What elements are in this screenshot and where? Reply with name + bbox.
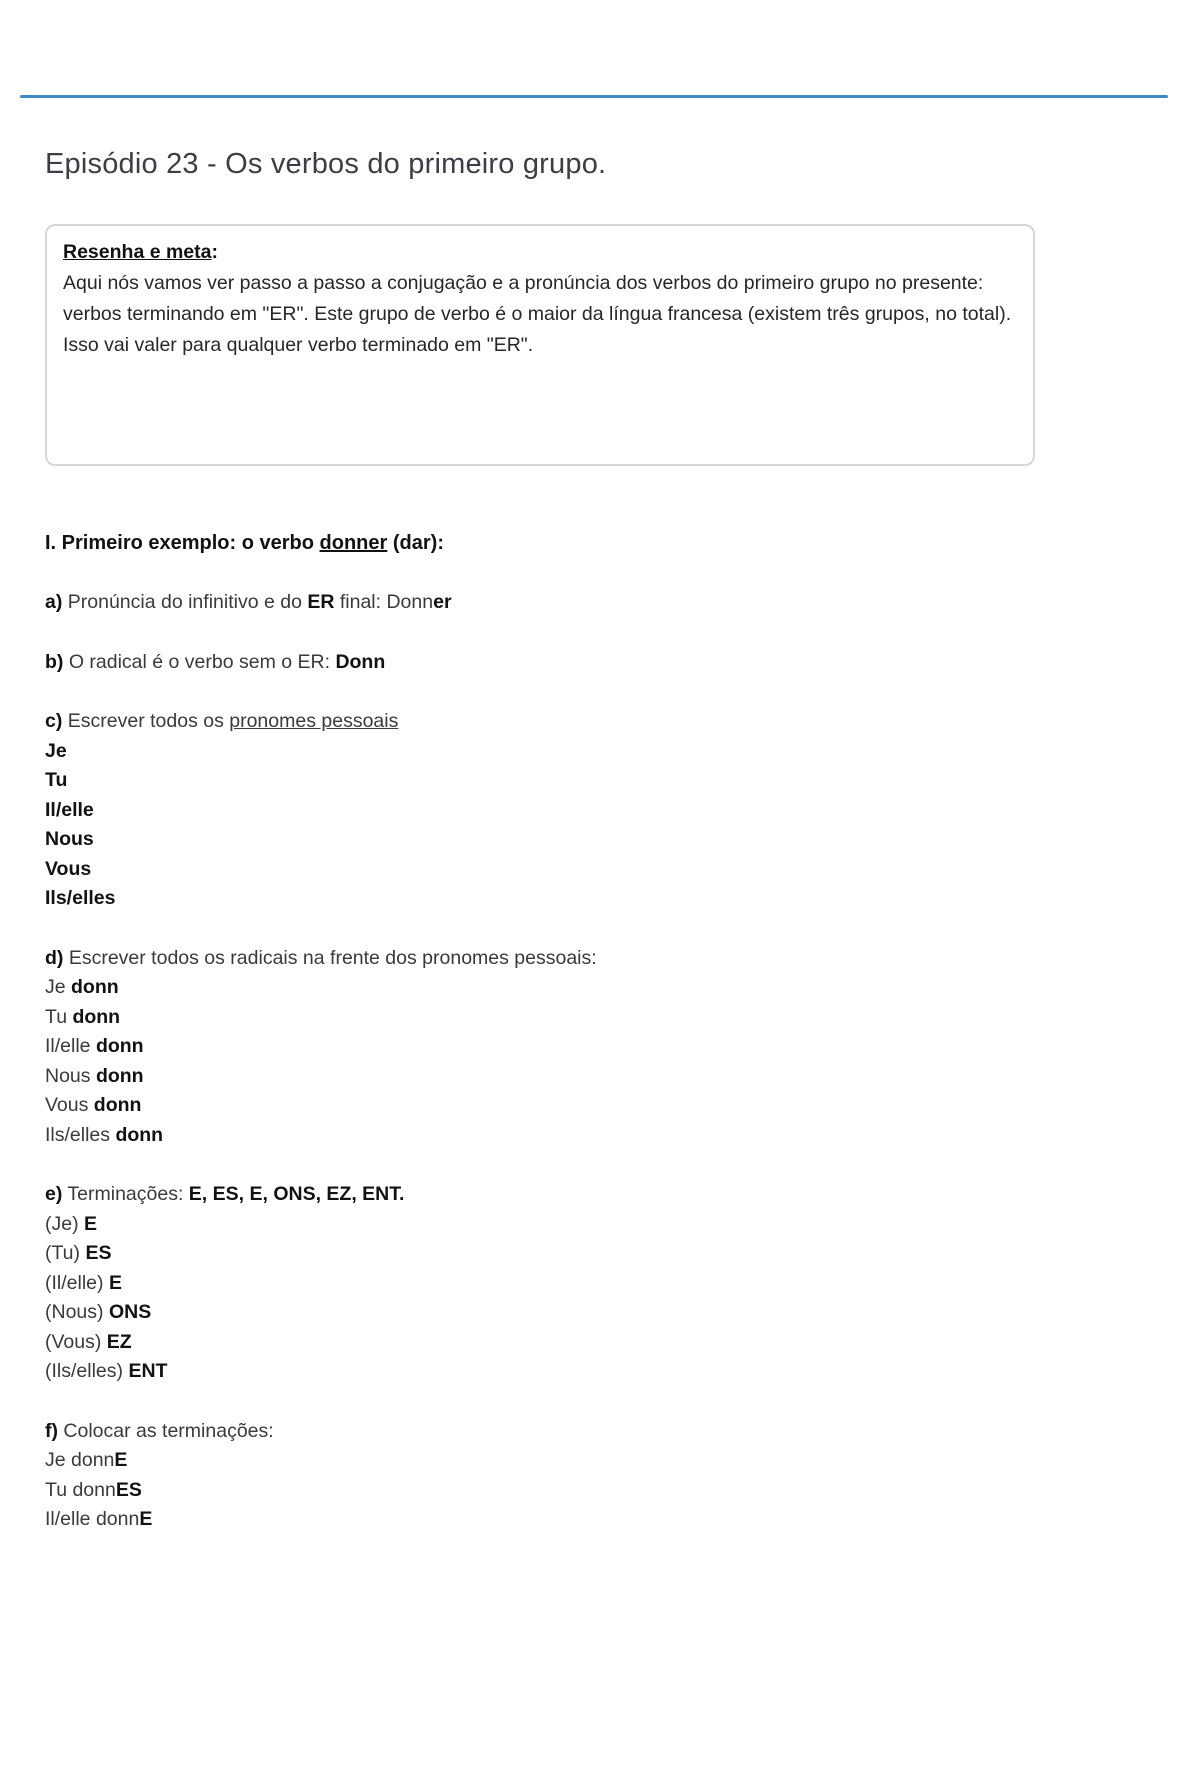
conjugation-stem: Tu donn bbox=[45, 1478, 116, 1501]
radical-stem: donn bbox=[95, 1064, 144, 1087]
radical-line bbox=[45, 1003, 1143, 1033]
summary-box bbox=[45, 224, 1035, 466]
ending-pronoun: (Vous) bbox=[45, 1330, 107, 1353]
item-b bbox=[45, 648, 1143, 678]
ending-line bbox=[45, 1210, 1143, 1240]
radical-pronoun: Tu bbox=[45, 1005, 73, 1028]
radical-pronoun: Vous bbox=[45, 1094, 94, 1116]
radical-list bbox=[45, 973, 1143, 1150]
radical-line bbox=[45, 1091, 1143, 1121]
section-heading-verb: donner bbox=[319, 532, 388, 554]
item-a-text-2: final: Donn bbox=[334, 591, 434, 613]
ending-pronoun: (Ils/elles) bbox=[45, 1360, 129, 1382]
radical-pronoun: Ils/elles bbox=[45, 1123, 116, 1146]
section-heading-pre: I. Primeiro exemplo: o verbo bbox=[45, 532, 320, 554]
ending-line bbox=[45, 1239, 1143, 1269]
item-e-text: Terminações: bbox=[62, 1183, 189, 1205]
item-d-label: d) bbox=[45, 946, 64, 969]
document-content bbox=[0, 148, 1188, 1535]
item-e-endings-bold: E, ES, E, ONS, EZ, ENT. bbox=[188, 1183, 405, 1205]
ending-pronoun: (Tu) bbox=[45, 1242, 86, 1264]
conjugation-ending: E bbox=[114, 1449, 128, 1471]
conjugation-stem: Je donn bbox=[45, 1449, 115, 1471]
summary-heading bbox=[63, 237, 1017, 268]
conjugation-line bbox=[45, 1505, 1143, 1535]
item-f bbox=[45, 1417, 1143, 1447]
ending-value: E bbox=[108, 1271, 122, 1294]
item-c-label: c) bbox=[45, 710, 63, 732]
radical-stem: donn bbox=[95, 1035, 144, 1057]
conjugation-ending: E bbox=[139, 1508, 153, 1530]
ending-list bbox=[45, 1210, 1143, 1387]
radical-line bbox=[45, 1032, 1143, 1062]
conjugation-line bbox=[45, 1476, 1143, 1506]
item-a-label: a) bbox=[45, 591, 63, 613]
ending-line bbox=[45, 1298, 1143, 1328]
summary-heading-text: Resenha e meta bbox=[63, 241, 212, 263]
page-title: Episódio 23 - Os verbos do primeiro grupo. bbox=[45, 148, 607, 180]
radical-line bbox=[45, 1121, 1143, 1151]
item-c-text: Escrever todos os bbox=[62, 710, 230, 732]
conjugation-list bbox=[45, 1446, 1143, 1535]
ending-value: ONS bbox=[108, 1301, 152, 1323]
ending-pronoun: (Il/elle) bbox=[45, 1271, 109, 1294]
document-page bbox=[0, 95, 1188, 1535]
ending-value: ENT bbox=[128, 1360, 168, 1382]
radical-stem: donn bbox=[71, 976, 119, 998]
section-heading-post: (dar): bbox=[387, 532, 444, 554]
ending-line bbox=[45, 1328, 1143, 1358]
pronoun-line: Il/elle bbox=[45, 798, 94, 821]
item-a bbox=[45, 588, 1143, 618]
ending-value: ES bbox=[85, 1242, 112, 1264]
conjugation-line bbox=[45, 1446, 1143, 1476]
item-d bbox=[45, 944, 1143, 974]
summary-heading-colon: : bbox=[211, 241, 218, 263]
radical-pronoun: Il/elle bbox=[45, 1035, 96, 1057]
conjugation-stem: Il/elle donn bbox=[45, 1508, 140, 1530]
pronoun-line: Vous bbox=[45, 857, 92, 880]
conjugation-ending: ES bbox=[115, 1478, 142, 1501]
item-b-label: b) bbox=[45, 650, 64, 673]
item-d-text: Escrever todos os radicais na frente dos pronomes pessoais: bbox=[63, 946, 597, 969]
item-c-underlined: pronomes pessoais bbox=[229, 710, 399, 732]
pronoun-line: Nous bbox=[45, 828, 94, 850]
radical-pronoun: Je bbox=[45, 976, 72, 998]
ending-pronoun: (Je) bbox=[45, 1212, 84, 1235]
radical-line bbox=[45, 1062, 1143, 1092]
section-heading bbox=[45, 528, 1143, 558]
item-a-text-1: Pronúncia do infinitivo e do bbox=[62, 591, 308, 613]
radical-stem: donn bbox=[72, 1005, 121, 1028]
top-divider bbox=[20, 95, 1168, 98]
ending-line bbox=[45, 1269, 1143, 1299]
item-c bbox=[45, 707, 1143, 737]
pronoun-line: Tu bbox=[45, 769, 68, 791]
item-a-er-bold: ER bbox=[307, 591, 335, 613]
item-e-label: e) bbox=[45, 1183, 63, 1205]
item-b-text: O radical é o verbo sem o ER: bbox=[63, 650, 336, 673]
ending-pronoun: (Nous) bbox=[45, 1301, 109, 1323]
pronoun-line: Ils/elles bbox=[45, 887, 116, 909]
radical-line bbox=[45, 973, 1143, 1003]
ending-value: EZ bbox=[106, 1330, 132, 1353]
pronoun-list bbox=[45, 737, 1143, 914]
radical-stem: donn bbox=[93, 1094, 142, 1116]
ending-value: E bbox=[84, 1212, 98, 1235]
radical-stem: donn bbox=[115, 1123, 164, 1146]
summary-body-text: Aqui nós vamos ver passo a passo a conjugação e a pronúncia dos verbos do primeiro grupo no presente: verbos terminando em "ER". Este grupo de verbo é o maior da língua francesa (existem três grupos, no total). Isso vai valer para qualquer verbo terminado em "ER". bbox=[63, 272, 1012, 356]
radical-pronoun: Nous bbox=[45, 1064, 96, 1087]
item-f-label: f) bbox=[45, 1419, 58, 1442]
item-f-text: Colocar as terminações: bbox=[58, 1419, 274, 1442]
item-b-stem-bold: Donn bbox=[335, 650, 386, 673]
ending-line bbox=[45, 1357, 1143, 1387]
pronoun-line: Je bbox=[45, 739, 67, 762]
item-a-ending-bold: er bbox=[433, 591, 452, 613]
item-e bbox=[45, 1180, 1143, 1210]
